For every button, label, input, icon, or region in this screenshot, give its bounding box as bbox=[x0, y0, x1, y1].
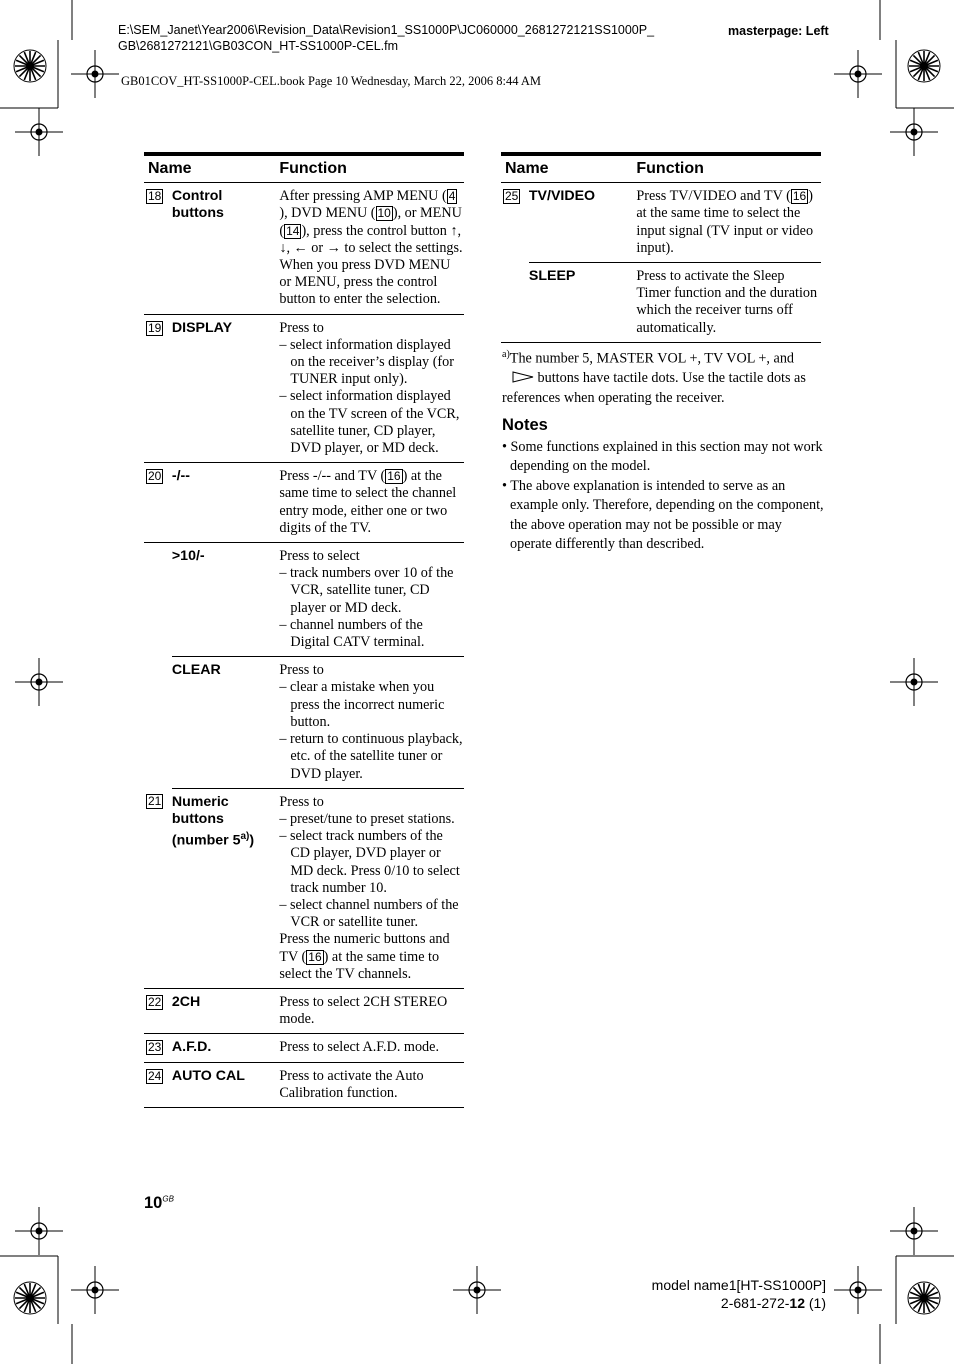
item-number-badge: 20 bbox=[148, 469, 162, 484]
column-header-function: Function bbox=[279, 154, 464, 183]
list-item: – select track numbers of the CD player, DVD player or MD deck. Press 0/10 to select track number 10. bbox=[279, 828, 460, 896]
page-number-suffix: GB bbox=[162, 1194, 174, 1204]
item-function: Press to – select information displayed on the receiver’s display (for TUNER input only). – select information displayed on the TV screen of the VCR, satellite tuner, CD player, DVD player, or MD deck. bbox=[279, 314, 464, 463]
item-number-badge: 18 bbox=[148, 189, 162, 204]
item-function: Press to activate the Sleep Timer function and the duration which the receiver turns off automatically. bbox=[636, 263, 821, 343]
table-row bbox=[501, 183, 821, 263]
item-name: SLEEP bbox=[529, 263, 637, 343]
item-name: A.F.D. bbox=[172, 1034, 279, 1062]
ref-badge: 16 bbox=[308, 949, 322, 964]
masterpage-label: masterpage: Left bbox=[728, 24, 829, 38]
list-item: – select information displayed on the TV screen of the VCR, satellite tuner, CD player, DVD player, or MD deck. bbox=[279, 388, 460, 457]
book-info-line: GB01COV_HT-SS1000P-CEL.book Page 10 Wednesday, March 22, 2006 8:44 AM bbox=[121, 74, 542, 88]
footnote-ref: a) bbox=[240, 831, 250, 843]
table-row bbox=[144, 788, 464, 988]
item-function: Press -/-- and TV ( 16 ) at the same time to select the channel entry mode, either one or two digits of the TV. bbox=[279, 463, 464, 543]
item-name: Numeric buttons (number 5$^{a)}$) bbox=[172, 788, 279, 988]
table-header-row bbox=[144, 154, 464, 183]
file-path-line2: GB\2681272121\GB03CON_HT-SS1000P-CEL.fm bbox=[118, 39, 399, 53]
model-name: model name1[HT-SS1000P] bbox=[651, 1277, 826, 1293]
right-function-table bbox=[501, 152, 821, 343]
table-row bbox=[144, 1034, 464, 1062]
table-header-row bbox=[501, 154, 821, 183]
item-function: After pressing AMP MENU ( 4), DVD MENU ( 10 ), or MENU ( 14 ), press the control button ↑, ↓, ← or → to select the settings. When you press DVD MENU or MENU, press the control button to enter the selection. bbox=[279, 183, 464, 314]
list-item: – select information displayed on the receiver’s display (for TUNER input only). bbox=[279, 336, 454, 388]
column-header-name: Name bbox=[501, 154, 636, 183]
item-name: CLEAR bbox=[172, 657, 279, 788]
item-function: Press TV/VIDEO and TV ( 16 ) at the same time to select the input signal (TV input or video input). bbox=[636, 183, 821, 263]
item-number-badge: 21 bbox=[148, 794, 162, 809]
file-path-line1: E:\SEM_Janet\Year2006\Revision_Data\Revision1_SS1000P\JC060000_2681272121SS1000P_ bbox=[118, 23, 655, 37]
table-row bbox=[501, 263, 821, 343]
list-item: – select channel numbers of the VCR or satellite tuner. bbox=[279, 896, 459, 931]
play-triangle-icon bbox=[512, 371, 534, 383]
item-name: AUTO CAL bbox=[172, 1062, 279, 1107]
list-item: – clear a mistake when you press the incorrect numeric button. bbox=[279, 679, 445, 730]
column-header-function: Function bbox=[636, 154, 821, 183]
item-function: Press to – clear a mistake when you press the incorrect numeric button. – return to continuous playback, etc. of the satellite tuner or DVD player. bbox=[279, 657, 464, 788]
list-item: – preset/tune to preset stations. bbox=[279, 810, 455, 827]
model-code: 2-681-272-12 (1) bbox=[720, 1295, 826, 1311]
table-row bbox=[144, 183, 464, 314]
ref-badge: 16 bbox=[792, 189, 807, 204]
notes-list bbox=[502, 438, 824, 554]
ref-badge: 10 bbox=[377, 206, 391, 221]
item-number-badge: 19 bbox=[148, 320, 162, 335]
table-row bbox=[144, 988, 464, 1033]
item-name: DISPLAY bbox=[172, 314, 279, 463]
page-number: $10^{GB}$ bbox=[144, 1194, 174, 1212]
item-function: Press to select 2CH STEREO mode. bbox=[279, 988, 464, 1033]
list-item: • Some functions explained in this section may not work depending on the model. bbox=[502, 439, 823, 475]
column-header-name: Name bbox=[144, 154, 279, 183]
ref-badge: 4 bbox=[448, 189, 456, 204]
item-number-badge: 23 bbox=[148, 1040, 162, 1055]
notes-heading: Notes bbox=[502, 416, 548, 434]
model-info bbox=[600, 1276, 826, 1312]
table-row bbox=[144, 543, 464, 657]
item-function: Press to select – track numbers over 10 of the VCR, satellite tuner, CD player or MD deck. – channel numbers of the Digital CATV terminal. bbox=[279, 543, 464, 657]
list-item: – track numbers over 10 of the VCR, satellite tuner, CD player or MD deck. bbox=[279, 565, 454, 616]
ref-badge: 14 bbox=[286, 223, 300, 238]
table-row bbox=[144, 1062, 464, 1107]
table-row bbox=[144, 463, 464, 543]
left-function-table bbox=[144, 152, 464, 1108]
list-item: – channel numbers of the Digital CATV terminal. bbox=[279, 616, 425, 651]
item-name: >10/- bbox=[172, 543, 279, 657]
item-number-badge: 25 bbox=[505, 189, 519, 204]
item-number-badge: 22 bbox=[148, 994, 162, 1009]
item-name: TV/VIDEO bbox=[529, 183, 637, 263]
item-name: Control buttons bbox=[172, 183, 279, 314]
list-item: • The above explanation is intended to serve as an example only. Therefore, depending on the component, the above operation may not be possible or may operate differently than described. bbox=[502, 477, 824, 553]
arrow-keys-icon: ↑, ↓, ← or → bbox=[279, 222, 462, 256]
table-row bbox=[144, 314, 464, 463]
item-number-badge: 24 bbox=[148, 1068, 162, 1083]
item-name: 2CH bbox=[172, 988, 279, 1033]
item-name: -/-- bbox=[172, 463, 279, 543]
list-item: – return to continuous playback, etc. of the satellite tuner or DVD player. bbox=[279, 731, 463, 782]
item-function: Press to – preset/tune to preset stations. – select track numbers of the CD player, DVD player or MD deck. Press 0/10 to select track number 10. – select channel numbers of the VCR or satellite tuner. Press the numeric buttons and TV ( 16 ) at the same time to select the TV channels. bbox=[279, 788, 464, 988]
footnote: $^{a)}$The number 5, MASTER VOL +, TV VOL +, and buttons have tactile dots. Use the tactile dots as references when operating the receiver. bbox=[502, 349, 806, 406]
ref-badge: 16 bbox=[387, 469, 401, 484]
item-function: Press to select A.F.D. mode. bbox=[279, 1034, 464, 1062]
item-function: Press to activate the Auto Calibration function. bbox=[279, 1062, 464, 1107]
table-row bbox=[144, 657, 464, 788]
footnote-mark: a) bbox=[502, 349, 510, 360]
